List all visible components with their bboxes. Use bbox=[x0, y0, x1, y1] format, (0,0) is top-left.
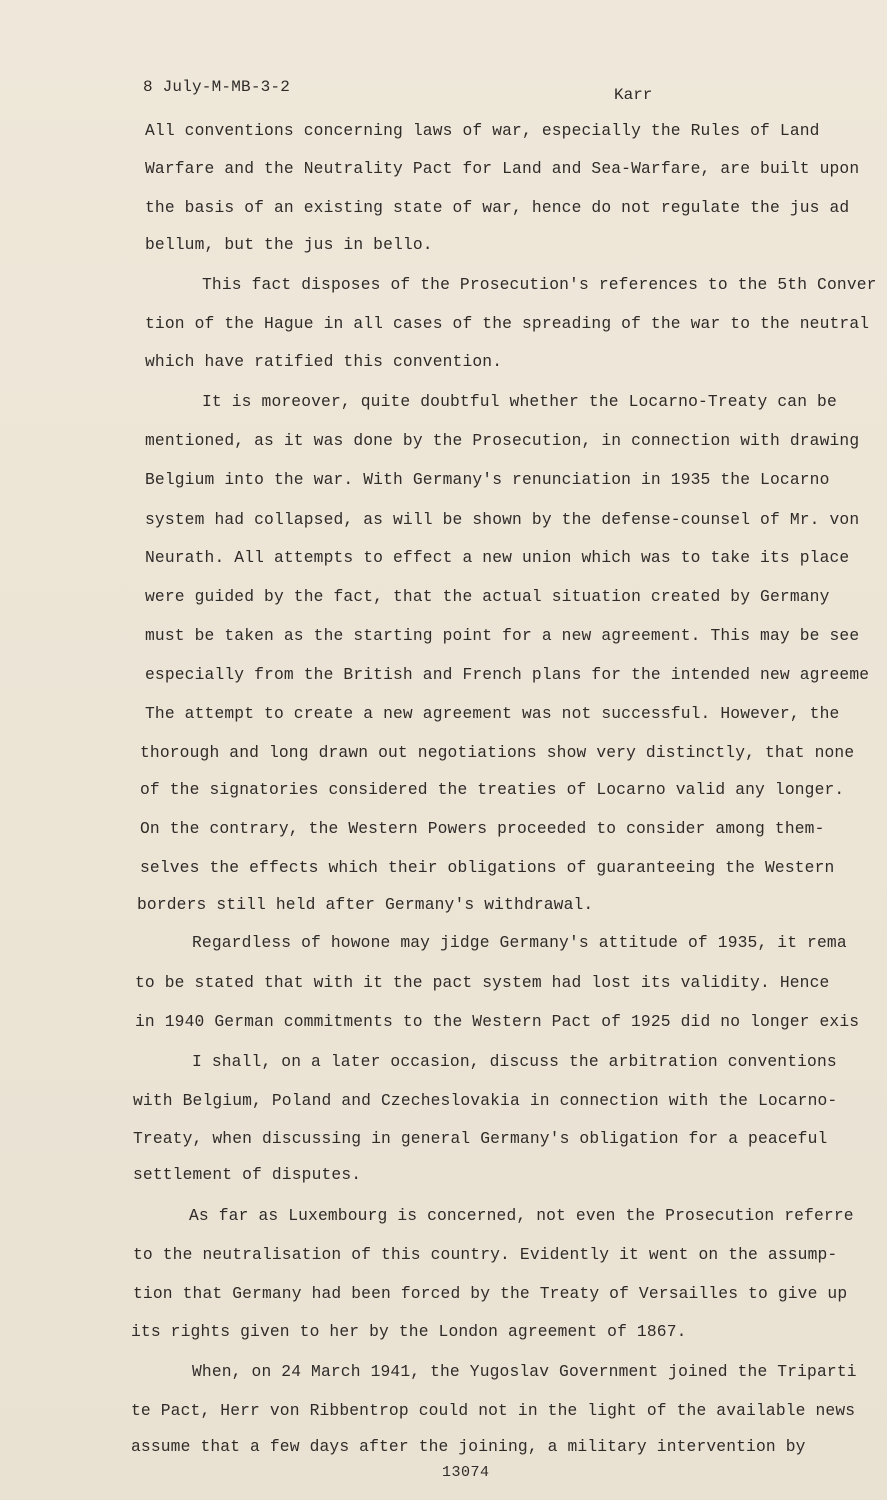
text-line: settlement of disputes. bbox=[133, 1165, 362, 1184]
text-line: tion that Germany had been forced by the Treaty of Versailles to give up bbox=[133, 1284, 848, 1303]
text-line: This fact disposes of the Prosecution's references to the 5th Conver bbox=[202, 275, 877, 294]
text-line: bellum, but the jus in bello. bbox=[145, 235, 433, 254]
text-line: in 1940 German commitments to the Western Pact of 1925 did no longer exis bbox=[135, 1012, 860, 1031]
page-number: 13074 bbox=[442, 1464, 490, 1481]
text-line: selves the effects which their obligations of guaranteeing the Western bbox=[140, 858, 835, 877]
text-line: borders still held after Germany's withdrawal. bbox=[137, 895, 594, 914]
text-line: were guided by the fact, that the actual situation created by Germany bbox=[145, 587, 830, 606]
text-line: Treaty, when discussing in general Germany's obligation for a peaceful bbox=[133, 1129, 828, 1148]
text-line: of the signatories considered the treaties of Locarno valid any longer. bbox=[140, 780, 845, 799]
text-line: As far as Luxembourg is concerned, not even the Prosecution referre bbox=[189, 1206, 854, 1225]
text-line: thorough and long drawn out negotiations show very distinctly, that none bbox=[140, 743, 855, 762]
text-line: to be stated that with it the pact system had lost its validity. Hence bbox=[135, 973, 830, 992]
text-line: mentioned, as it was done by the Prosecution, in connection with drawing bbox=[145, 431, 860, 450]
text-line: tion of the Hague in all cases of the spreading of the war to the neutral bbox=[145, 314, 870, 333]
text-line: to the neutralisation of this country. Evidently it went on the assump- bbox=[133, 1245, 838, 1264]
reporter-name: Karr bbox=[614, 86, 653, 104]
text-line: All conventions concerning laws of war, especially the Rules of Land bbox=[145, 121, 820, 140]
text-line: Belgium into the war. With Germany's renunciation in 1935 the Locarno bbox=[145, 470, 830, 489]
text-line: its rights given to her by the London agreement of 1867. bbox=[131, 1322, 687, 1341]
text-line: It is moreover, quite doubtful whether the Locarno-Treaty can be bbox=[202, 392, 837, 411]
text-line: system had collapsed, as will be shown by the defense-counsel of Mr. von bbox=[145, 510, 860, 529]
text-line: which have ratified this convention. bbox=[145, 352, 503, 371]
text-line: te Pact, Herr von Ribbentrop could not in the light of the available news bbox=[131, 1401, 856, 1420]
text-line: with Belgium, Poland and Czecheslovakia in connection with the Locarno- bbox=[133, 1091, 838, 1110]
text-line: must be taken as the starting point for a new agreement. This may be see bbox=[145, 626, 860, 645]
text-line: On the contrary, the Western Powers proceeded to consider among them- bbox=[140, 819, 825, 838]
text-line: Neurath. All attempts to effect a new union which was to take its place bbox=[145, 548, 850, 567]
text-line: I shall, on a later occasion, discuss the arbitration conventions bbox=[192, 1052, 837, 1071]
text-line: assume that a few days after the joining, a military intervention by bbox=[131, 1437, 806, 1456]
document-reference: 8 July-M-MB-3-2 bbox=[143, 78, 291, 96]
text-line: The attempt to create a new agreement was not successful. However, the bbox=[145, 704, 840, 723]
text-line: Regardless of howone may jidge Germany's attitude of 1935, it rema bbox=[192, 933, 847, 952]
text-line: the basis of an existing state of war, hence do not regulate the jus ad bbox=[145, 198, 850, 217]
text-line: Warfare and the Neutrality Pact for Land and Sea-Warfare, are built upon bbox=[145, 159, 860, 178]
text-line: especially from the British and French plans for the intended new agreeme bbox=[145, 665, 870, 684]
text-line: When, on 24 March 1941, the Yugoslav Government joined the Triparti bbox=[192, 1362, 857, 1381]
